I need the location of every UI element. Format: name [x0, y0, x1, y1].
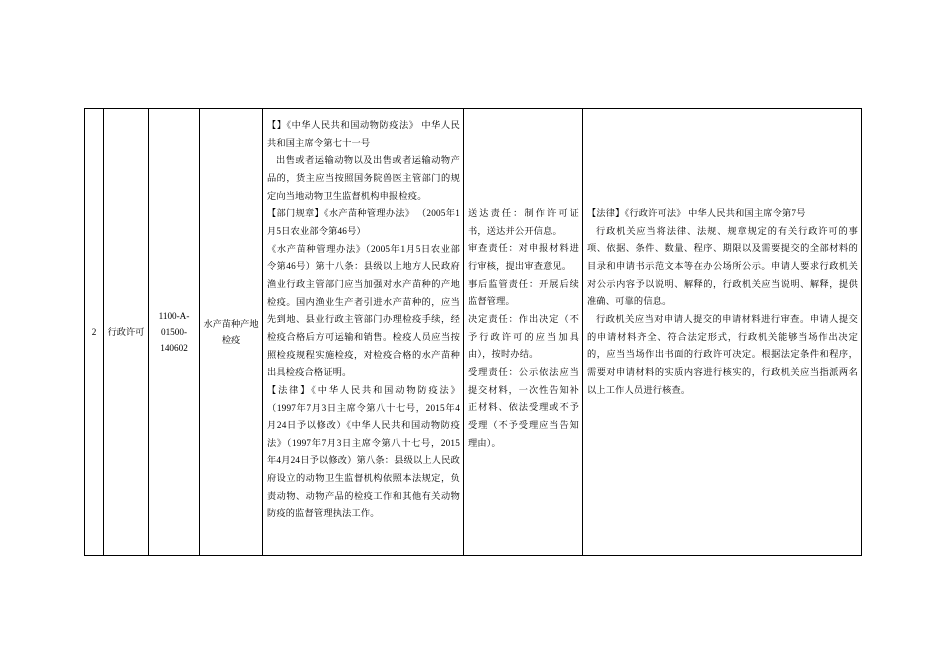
- cell-item-type: [104, 109, 149, 556]
- cell-legal-basis: [263, 109, 464, 556]
- legal-basis-paragraph-5: 【法律】《中华人民共和国动物防疫法》 （1997年7月3日主席令第八十七号，2015年4月24日予以修改）《中华人民共和国动物防疫法》（1997年7月3日主席令第八十七号，2015年4月24日予以修改）第八条：县级以上人民政府设立的动物卫生监督机构依照本法规定，负责动物、动物产品的检疫工作和其他有关动物防疫的监督管理执法工作。: [267, 384, 460, 519]
- item-type-text: 行政许可: [107, 326, 145, 337]
- law-paragraph-1: 【法律】《行政许可法》 中华人民共和国主席令第7号: [587, 208, 806, 218]
- table-row: [85, 109, 862, 556]
- responsibility-paragraph-4: 决定责任：作出决定（不予行政许可的应当加具由），按时办结。: [468, 313, 579, 360]
- responsibility-paragraph-3: 事后监管责任：开展后续监督管理。: [468, 278, 579, 307]
- legal-basis-paragraph-2: 出售或者运输动物以及出售或者运输动物产品的，货主应当按照国务院兽医主管部门的规定向当地动物卫生监督机构申报检疫。: [267, 155, 460, 201]
- law-paragraph-3: 行政机关应当对申请人提交的申请材料进行审查。申请人提交的申请材料齐全、符合法定形式，行政机关能够当场作出决定的，应当当场作出书面的行政许可决定。根据法定条件和程序，需要对申请材料的实质内容进行核实的，行政机关应当指派两名以上工作人员进行核查。: [587, 313, 858, 395]
- legal-basis-paragraph-3: 【部门规章】《水产苗种管理办法》 （2005年1月5日农业部令第46号）: [267, 208, 460, 236]
- responsibility-paragraph-1: 送达责任：制作许可证书，送达并公开信息。: [468, 208, 579, 236]
- responsibility-paragraph-2: 审查责任：对申报材料进行审核，提出审查意见。: [468, 243, 579, 271]
- law-reference-content: [583, 109, 861, 402]
- legal-basis-paragraph-1: 【】《中华人民共和国动物防疫法》 中华人民共和国主席令第七十一号: [267, 120, 460, 148]
- cell-responsibility: [464, 109, 583, 556]
- responsibility-paragraph-5: 受理责任：公示依法应当提交材料，一次性告知补正材料、依法受理或不予受理（不予受理应当告知理由）。: [468, 366, 579, 448]
- legal-basis-paragraph-4: 《水产苗种管理办法》（2005年1月5日农业部令第46号）第十八条：县级以上地方人民政府渔业行政主管部门应当加强对水产苗种的产地检疫。国内渔业生产者引进水产苗种的，应当先到地、县业行政主管部门办理检疫手续，经检疫合格后方可运输和销售。检疫人员应当按照检疫规程实施检疫，对检疫合格的水产苗种出具检疫合格证明。: [267, 243, 460, 378]
- item-code-text: 1100-A-01500-140602: [158, 310, 190, 354]
- law-paragraph-2: 行政机关应当将法律、法规、规章规定的有关行政许可的事项、依据、条件、数量、程序、期限以及需要提交的全部材料的目录和申请书示范文本等在办公场所公示。申请人要求行政机关对公示内容予以说明、解释的，行政机关应当说明、解释，提供准确、可靠的信息。: [587, 225, 858, 307]
- administrative-license-table: [84, 108, 862, 556]
- serial-number-text: 2: [91, 326, 97, 337]
- cell-item-name: [200, 109, 263, 556]
- responsibility-content: [464, 109, 582, 455]
- item-name-text: 水产苗种产地检疫: [203, 318, 259, 345]
- cell-serial-number: [85, 109, 104, 556]
- legal-basis-content: [263, 109, 463, 526]
- cell-law-reference: [583, 109, 862, 556]
- cell-item-code: [149, 109, 200, 556]
